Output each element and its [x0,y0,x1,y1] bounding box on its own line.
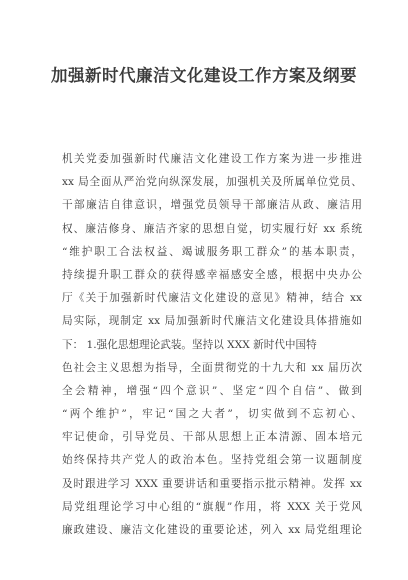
body-line: xx 局全面从严治党向纵深发展，加强机关及所属单位党员、 [62,176,362,189]
body-line: 干部廉洁自律意识，增强党员领导干部廉洁从政、廉洁用 [62,199,362,212]
body-line: 下： 1.强化思想理论武装。坚持以 XXX 新时代中国特 [62,338,317,351]
body-line: 及时跟进学习 XXX 重要讲话和重要指示批示精神。发挥 xx [62,477,362,490]
body-line: 机关党委加强新时代廉洁文化建设工作方案为进一步推进 [62,153,362,165]
body-line: 局实际，现制定 xx 局加强新时代廉洁文化建设具体措施如 [62,315,362,328]
body-line: “两个维护”，牢记“国之大者”，切实做到不忘初心、 [62,408,362,421]
body-line: 始终保持共产党人的政治本色。坚持党组会第一议题制度 [62,454,362,467]
body-line: 局党组理论学习中心组的“旗舰”作用，将 XXX 关于党风 [62,500,362,513]
body-line: 全会精神，增强“四个意识”、坚定“四个自信”、做到 [62,384,362,397]
body-line: 权、廉洁修身、廉洁齐家的思想自觉，切实履行好 xx 系统 [62,222,362,235]
body-line: 厅《关于加强新时代廉洁文化建设的意见》精神，结合 xx [62,292,362,305]
body-line: 牢记使命，引导党员、干部从思想上正本清源、固本培元 [62,431,362,444]
document-body [62,148,362,542]
body-line: 廉政建设、廉洁文化建设的重要论述，列入 xx 局党组理论 [62,524,362,536]
document-title: 加强新时代廉洁文化建设工作方案及纲要 [51,66,357,85]
body-line: “维护职工合法权益、竭诚服务职工群众”的基本职责， [62,245,362,258]
body-line: 持续提升职工群众的获得感幸福感安全感，根据中央办公 [62,268,362,281]
body-line: 色社会主义思想为指导，全面贯彻党的十九大和 xx 届历次 [62,361,362,374]
